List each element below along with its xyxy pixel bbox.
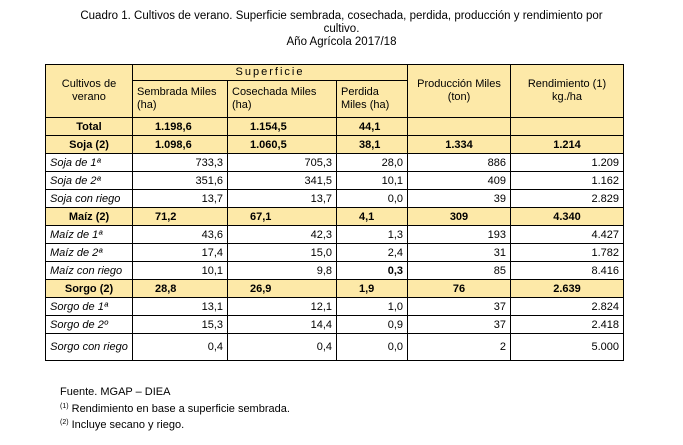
table-row	[46, 280, 624, 298]
footnotes	[60, 386, 290, 433]
cell-perdida: 0,3	[337, 262, 408, 280]
cell-produccion: 193	[408, 226, 511, 244]
footnote-2-text: Incluye secano y riego.	[68, 419, 185, 431]
cell-rendimiento: 2.418	[511, 316, 624, 334]
cell-sembrada: 1.098,6	[133, 136, 228, 154]
cell-produccion: 309	[408, 208, 511, 226]
row-label: Sorgo con riego	[46, 334, 133, 361]
cell-sembrada: 1.198,6	[133, 118, 228, 136]
cell-sembrada: 0,4	[133, 334, 228, 361]
cell-produccion: 37	[408, 298, 511, 316]
footnote-1-text: Rendimiento en base a superficie sembrada.	[68, 402, 290, 415]
cell-rendimiento: 1.162	[511, 172, 624, 190]
row-label: Soja (2)	[46, 136, 133, 154]
cell-sembrada: 351,6	[133, 172, 228, 190]
cell-rendimiento: 2.639	[511, 280, 624, 298]
cell-perdida: 44,1	[337, 118, 408, 136]
cell-cosechada: 15,0	[228, 244, 337, 262]
table-row	[46, 298, 624, 316]
cell-perdida: 10,1	[337, 172, 408, 190]
cell-produccion: 1.334	[408, 136, 511, 154]
crops-table	[45, 64, 624, 361]
cell-sembrada: 15,3	[133, 316, 228, 334]
row-label: Maíz de 2ª	[46, 244, 133, 262]
table-row	[46, 208, 624, 226]
cell-rendimiento: 5.000	[511, 334, 624, 361]
cell-cosechada: 42,3	[228, 226, 337, 244]
cell-sembrada: 43,6	[133, 226, 228, 244]
cell-cosechada: 67,1	[228, 208, 337, 226]
table-row	[46, 190, 624, 208]
table-body	[46, 118, 624, 361]
cell-cosechada: 1.154,5	[228, 118, 337, 136]
table-title	[0, 10, 683, 49]
header-produccion: Producción Miles (ton)	[408, 65, 511, 118]
row-label: Maíz de 1ª	[46, 226, 133, 244]
row-label: Maíz con riego	[46, 262, 133, 280]
cell-rendimiento	[511, 118, 624, 136]
cell-perdida: 1,3	[337, 226, 408, 244]
row-label: Soja de 2ª	[46, 172, 133, 190]
title-line-3: Año Agrícola 2017/18	[286, 36, 397, 48]
cell-rendimiento: 1.214	[511, 136, 624, 154]
title-line-1: Cuadro 1. Cultivos de verano. Superficie sembrada, cosechada, perdida, producción y rendimiento por	[80, 10, 603, 22]
cell-cosechada: 9,8	[228, 262, 337, 280]
header-sembrada: Sembrada Miles (ha)	[133, 81, 228, 118]
cell-sembrada: 71,2	[133, 208, 228, 226]
table-row	[46, 172, 624, 190]
cell-cosechada: 14,4	[228, 316, 337, 334]
cell-produccion: 76	[408, 280, 511, 298]
cell-rendimiento: 4.427	[511, 226, 624, 244]
cell-perdida: 2,4	[337, 244, 408, 262]
header-cultivos: Cultivos de verano	[46, 65, 133, 118]
cell-perdida: 1,9	[337, 280, 408, 298]
table-row	[46, 262, 624, 280]
cell-perdida: 0,0	[337, 190, 408, 208]
cell-sembrada: 28,8	[133, 280, 228, 298]
cell-rendimiento: 1.782	[511, 244, 624, 262]
cell-perdida: 4,1	[337, 208, 408, 226]
cell-sembrada: 17,4	[133, 244, 228, 262]
cell-cosechada: 341,5	[228, 172, 337, 190]
cell-produccion	[408, 118, 511, 136]
table-row	[46, 154, 624, 172]
cell-perdida: 38,1	[337, 136, 408, 154]
table-row	[46, 334, 624, 361]
row-label: Sorgo de 2º	[46, 316, 133, 334]
header-cosechada: Cosechada Miles (ha)	[228, 81, 337, 118]
header-rendimiento: Rendimiento (1) kg./ha	[511, 65, 624, 118]
footnote-1	[60, 400, 290, 417]
cell-perdida: 0,9	[337, 316, 408, 334]
cell-rendimiento: 8.416	[511, 262, 624, 280]
row-label: Total	[46, 118, 133, 136]
title-line-2: cultivo.	[323, 23, 360, 35]
cell-cosechada: 705,3	[228, 154, 337, 172]
footnote-2	[60, 416, 290, 433]
cell-cosechada: 12,1	[228, 298, 337, 316]
cell-rendimiento: 2.829	[511, 190, 624, 208]
table-row	[46, 244, 624, 262]
header-perdida: Perdida Miles (ha)	[337, 81, 408, 118]
cell-sembrada: 733,3	[133, 154, 228, 172]
row-label: Sorgo de 1ª	[46, 298, 133, 316]
cell-cosechada: 13,7	[228, 190, 337, 208]
header-superficie: Superficie	[133, 65, 408, 81]
cell-produccion: 2	[408, 334, 511, 361]
footnote-2-mark: (2)	[60, 419, 69, 426]
table-row	[46, 316, 624, 334]
cell-perdida: 28,0	[337, 154, 408, 172]
cell-produccion: 31	[408, 244, 511, 262]
cell-produccion: 85	[408, 262, 511, 280]
cell-produccion: 886	[408, 154, 511, 172]
cell-cosechada: 26,9	[228, 280, 337, 298]
cell-sembrada: 13,1	[133, 298, 228, 316]
cell-sembrada: 13,7	[133, 190, 228, 208]
row-label: Maíz (2)	[46, 208, 133, 226]
cell-cosechada: 1.060,5	[228, 136, 337, 154]
cell-produccion: 39	[408, 190, 511, 208]
cell-perdida: 0,0	[337, 334, 408, 361]
row-label: Soja de 1ª	[46, 154, 133, 172]
source-note: Fuente. MGAP – DIEA	[60, 386, 171, 398]
cell-produccion: 409	[408, 172, 511, 190]
table-row	[46, 226, 624, 244]
footnote-1-mark: (1)	[60, 402, 69, 410]
cell-rendimiento: 2.824	[511, 298, 624, 316]
cell-sembrada: 10,1	[133, 262, 228, 280]
cell-rendimiento: 4.340	[511, 208, 624, 226]
table-row	[46, 136, 624, 154]
row-label: Soja con riego	[46, 190, 133, 208]
cell-produccion: 37	[408, 316, 511, 334]
row-label: Sorgo (2)	[46, 280, 133, 298]
cell-cosechada: 0,4	[228, 334, 337, 361]
cell-perdida: 1,0	[337, 298, 408, 316]
cell-rendimiento: 1.209	[511, 154, 624, 172]
table-row	[46, 118, 624, 136]
